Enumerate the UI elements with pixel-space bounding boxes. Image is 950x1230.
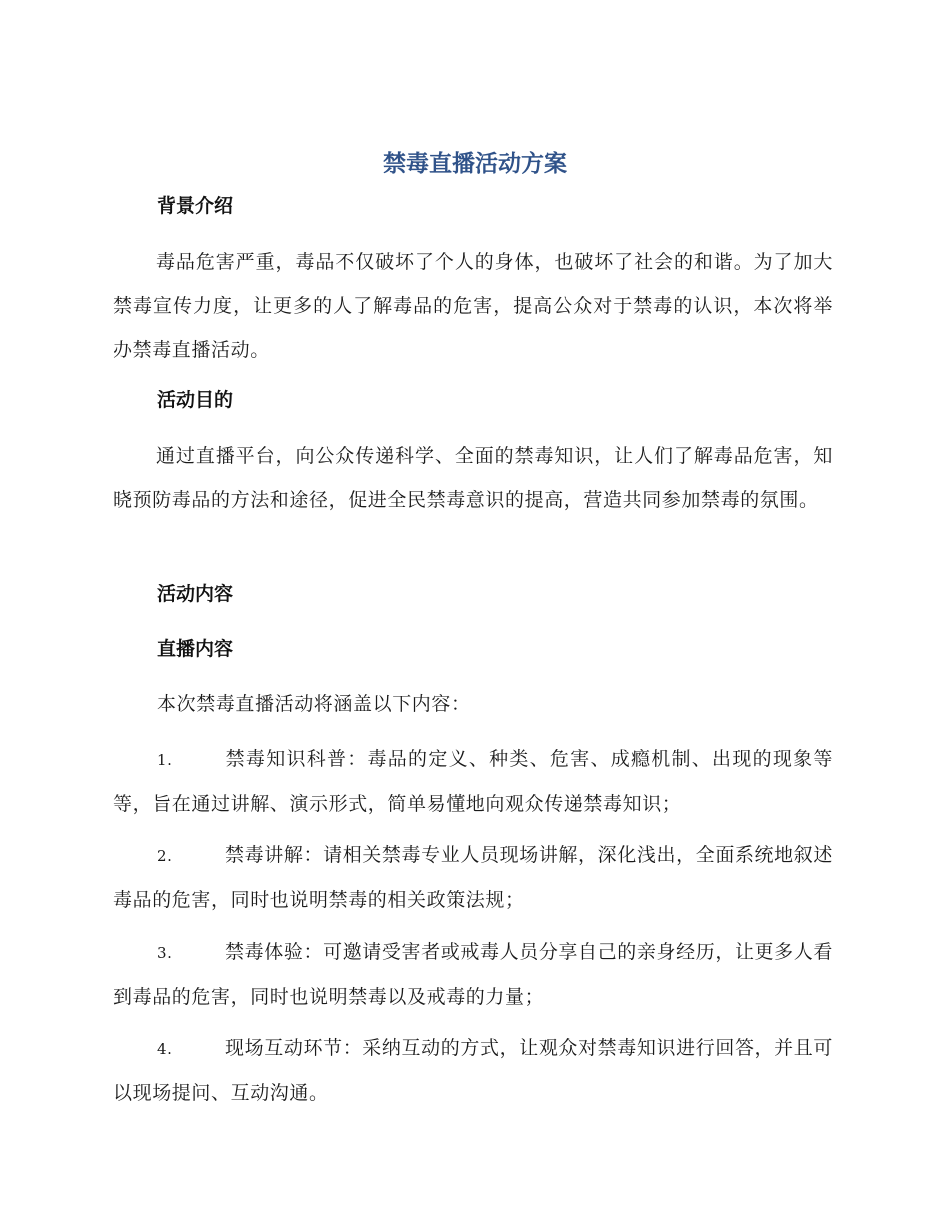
section-heading-purpose: 活动目的 [157, 389, 234, 411]
content-intro: 本次禁毒直播活动将涵盖以下内容： [157, 693, 471, 715]
list-text: 禁毒讲解：请相关禁毒专业人员现场讲解，深化浅出，全面系统地叙述毒品的危害，同时也说明禁毒的相关政策法规； [113, 844, 833, 911]
subsection-heading-broadcast: 直播内容 [157, 638, 234, 660]
list-text: 禁毒体验：可邀请受害者或戒毒人员分享自己的亲身经历，让更多人看到毒品的危害，同时也说明禁毒以及戒毒的力量； [113, 941, 833, 1008]
list-number: 3. [157, 944, 173, 962]
list-number: 4. [157, 1040, 173, 1058]
list-item [113, 930, 833, 1019]
paragraph-purpose: 通过直播平台，向公众传递科学、全面的禁毒知识，让人们了解毒品危害，知晓预防毒品的方法和途径，促进全民禁毒意识的提高，营造共同参加禁毒的氛围。 [113, 445, 833, 511]
list-number: 1. [157, 751, 173, 769]
list-item [113, 833, 833, 922]
section-heading-content: 活动内容 [157, 583, 234, 605]
list-item [113, 737, 833, 826]
list-item [113, 1026, 833, 1115]
document-title: 禁毒直播活动方案 [383, 151, 567, 177]
list-text: 禁毒知识科普：毒品的定义、种类、危害、成瘾机制、出现的现象等等，旨在通过讲解、演示形式，简单易懂地向观众传递禁毒知识； [113, 748, 833, 815]
list-text: 现场互动环节：采纳互动的方式，让观众对禁毒知识进行回答，并且可以现场提问、互动沟通。 [113, 1037, 833, 1104]
list-number: 2. [157, 847, 173, 865]
paragraph-background: 毒品危害严重，毒品不仅破坏了个人的身体，也破坏了社会的和谐。为了加大禁毒宣传力度，让更多的人了解毒品的危害，提高公众对于禁毒的认识，本次将举办禁毒直播活动。 [113, 251, 833, 361]
section-heading-background: 背景介绍 [157, 195, 234, 217]
